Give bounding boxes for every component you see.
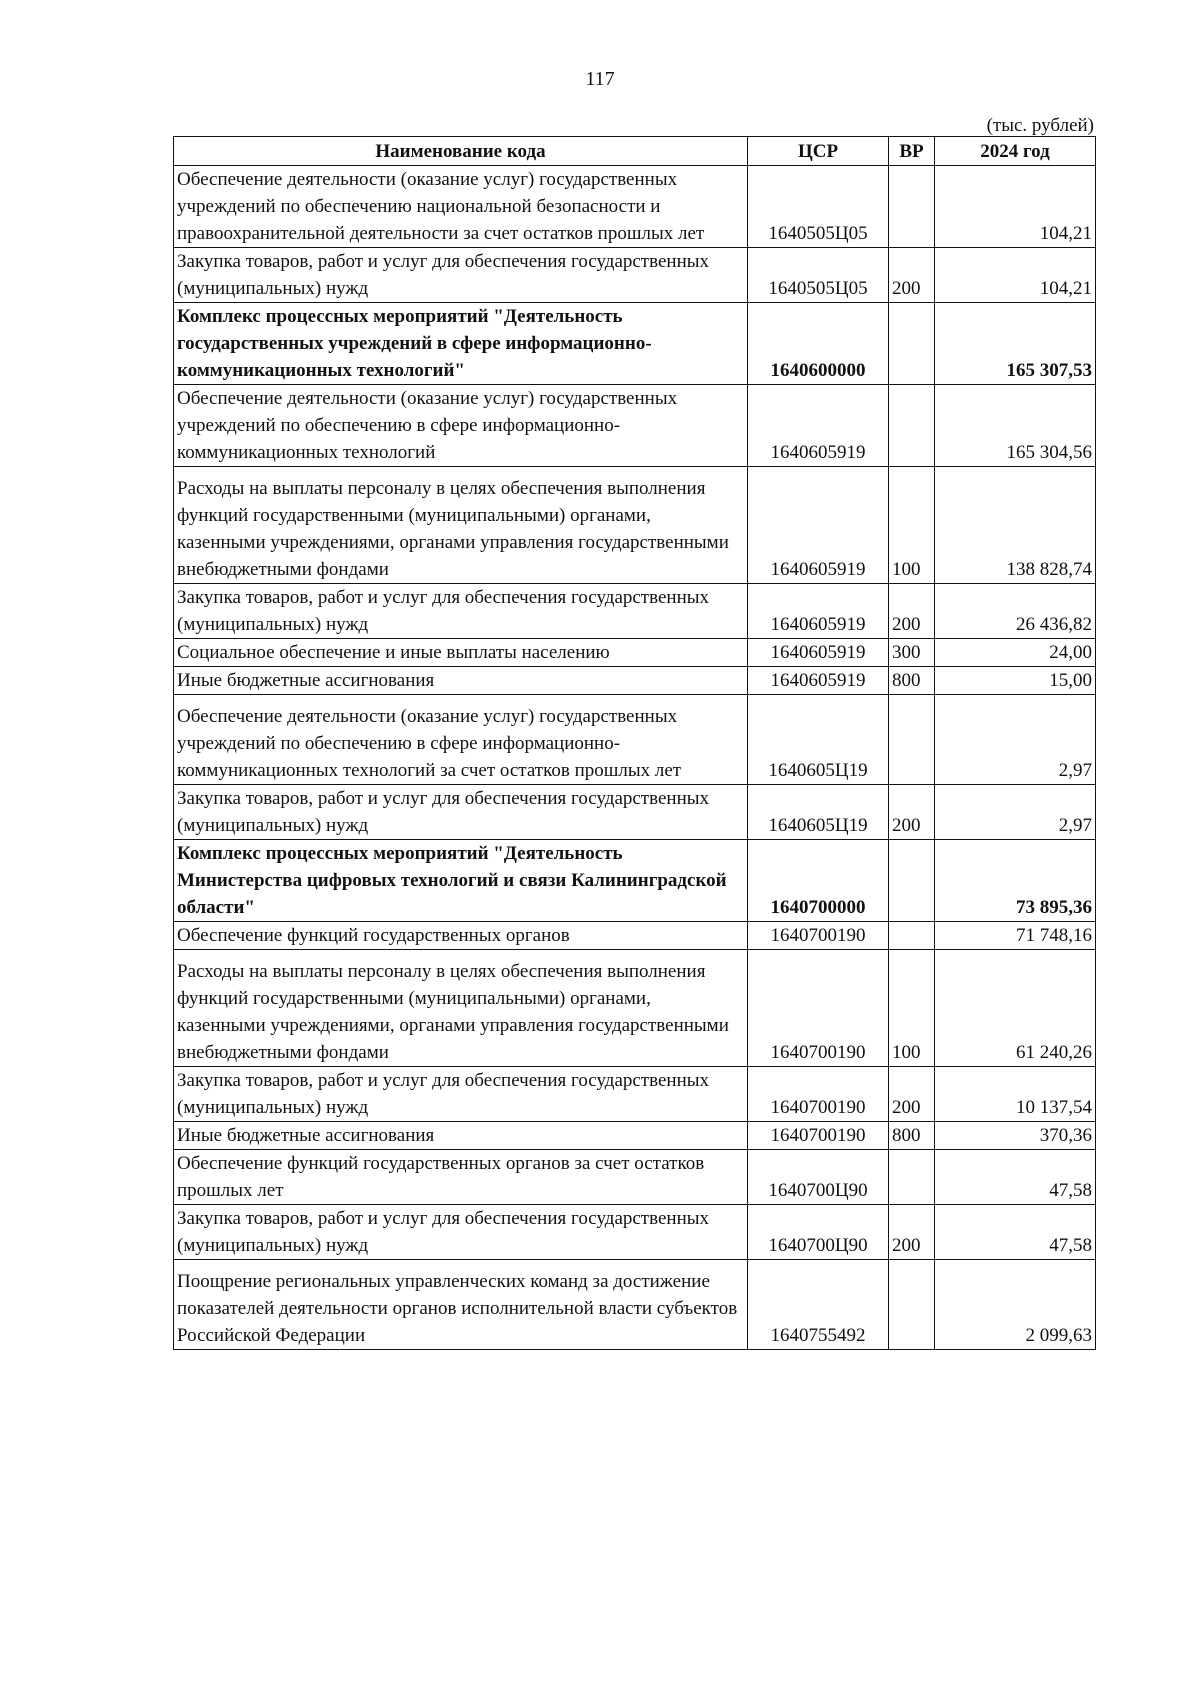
row-csr: 1640700Ц90 [748, 1205, 889, 1260]
row-name: Иные бюджетные ассигнования [174, 667, 748, 695]
row-vr [889, 922, 935, 950]
row-vr: 200 [889, 584, 935, 639]
row-csr: 1640755492 [748, 1260, 889, 1350]
row-vr [889, 166, 935, 248]
table-row [174, 922, 1096, 950]
row-csr: 1640605919 [748, 385, 889, 467]
table-row [174, 1150, 1096, 1205]
row-csr: 1640605919 [748, 584, 889, 639]
row-sum: 71 748,16 [935, 922, 1096, 950]
row-vr: 200 [889, 1067, 935, 1122]
table-header-row [174, 137, 1096, 166]
table-row [174, 1122, 1096, 1150]
row-vr [889, 695, 935, 785]
row-name: Иные бюджетные ассигнования [174, 1122, 748, 1150]
row-csr: 1640605Ц19 [748, 785, 889, 840]
row-csr: 1640700Ц90 [748, 1150, 889, 1205]
table-row-section [174, 840, 1096, 922]
row-sum: 165 304,56 [935, 385, 1096, 467]
row-vr [889, 385, 935, 467]
row-sum: 2 099,63 [935, 1260, 1096, 1350]
row-csr: 1640605Ц19 [748, 695, 889, 785]
table-row [174, 695, 1096, 785]
table-row [174, 667, 1096, 695]
header-name: Наименование кода [174, 137, 748, 166]
row-name: Обеспечение деятельности (оказание услуг) государственных учреждений по обеспечению в сфере информационно-коммуникационных технологий за счет остатков прошлых лет [174, 695, 748, 785]
row-vr: 800 [889, 667, 935, 695]
row-csr: 1640700190 [748, 1122, 889, 1150]
row-sum: 370,36 [935, 1122, 1096, 1150]
row-sum: 73 895,36 [935, 840, 1096, 922]
table-row-section [174, 303, 1096, 385]
header-vr: ВР [889, 137, 935, 166]
table-row [174, 385, 1096, 467]
row-vr: 300 [889, 639, 935, 667]
table-row [174, 785, 1096, 840]
row-sum: 2,97 [935, 695, 1096, 785]
row-csr: 1640700190 [748, 922, 889, 950]
row-csr: 1640505Ц05 [748, 166, 889, 248]
table-row [174, 1205, 1096, 1260]
row-name: Поощрение региональных управленческих команд за достижение показателей деятельности органов исполнительной власти субъектов Российской Федерации [174, 1260, 748, 1350]
header-csr: ЦСР [748, 137, 889, 166]
row-vr: 200 [889, 785, 935, 840]
row-vr [889, 1260, 935, 1350]
row-sum: 47,58 [935, 1150, 1096, 1205]
row-csr: 1640700190 [748, 1067, 889, 1122]
row-sum: 15,00 [935, 667, 1096, 695]
row-sum: 2,97 [935, 785, 1096, 840]
row-sum: 61 240,26 [935, 950, 1096, 1067]
row-name: Закупка товаров, работ и услуг для обеспечения государственных (муниципальных) нужд [174, 1205, 748, 1260]
row-name: Социальное обеспечение и иные выплаты населению [174, 639, 748, 667]
table-row [174, 950, 1096, 1067]
row-vr: 200 [889, 248, 935, 303]
unit-note: (тыс. рублей) [986, 115, 1094, 136]
row-vr: 200 [889, 1205, 935, 1260]
row-name: Закупка товаров, работ и услуг для обеспечения государственных (муниципальных) нужд [174, 584, 748, 639]
table-row [174, 1067, 1096, 1122]
row-csr: 1640600000 [748, 303, 889, 385]
row-csr: 1640605919 [748, 639, 889, 667]
table-row [174, 166, 1096, 248]
row-name: Обеспечение деятельности (оказание услуг) государственных учреждений по обеспечению в сфере информационно-коммуникационных технологий [174, 385, 748, 467]
table-row [174, 584, 1096, 639]
row-vr: 100 [889, 950, 935, 1067]
row-name: Закупка товаров, работ и услуг для обеспечения государственных (муниципальных) нужд [174, 1067, 748, 1122]
row-sum: 165 307,53 [935, 303, 1096, 385]
row-csr: 1640605919 [748, 667, 889, 695]
row-name: Расходы на выплаты персоналу в целях обеспечения выполнения функций государственными (муниципальными) органами, казенными учреждениями, органами управления государственными внебюджетными фондами [174, 467, 748, 584]
row-name: Расходы на выплаты персоналу в целях обеспечения выполнения функций государственными (муниципальными) органами, казенными учреждениями, органами управления государственными внебюджетными фондами [174, 950, 748, 1067]
row-sum: 47,58 [935, 1205, 1096, 1260]
row-vr [889, 303, 935, 385]
row-sum: 24,00 [935, 639, 1096, 667]
row-name: Комплекс процессных мероприятий "Деятельность государственных учреждений в сфере информационно-коммуникационных технологий" [174, 303, 748, 385]
table-row [174, 639, 1096, 667]
row-vr [889, 1150, 935, 1205]
row-sum: 26 436,82 [935, 584, 1096, 639]
budget-table [173, 136, 1096, 1350]
row-name: Закупка товаров, работ и услуг для обеспечения государственных (муниципальных) нужд [174, 785, 748, 840]
row-sum: 138 828,74 [935, 467, 1096, 584]
row-csr: 1640505Ц05 [748, 248, 889, 303]
row-csr: 1640700190 [748, 950, 889, 1067]
row-name: Обеспечение функций государственных органов за счет остатков прошлых лет [174, 1150, 748, 1205]
row-vr [889, 840, 935, 922]
row-csr: 1640700000 [748, 840, 889, 922]
row-name: Обеспечение функций государственных органов [174, 922, 748, 950]
page-number: 117 [585, 68, 615, 90]
row-vr: 100 [889, 467, 935, 584]
table-row [174, 1260, 1096, 1350]
table-row [174, 248, 1096, 303]
row-sum: 104,21 [935, 248, 1096, 303]
row-name: Комплекс процессных мероприятий "Деятельность Министерства цифровых технологий и связи Калининградской области" [174, 840, 748, 922]
row-name: Закупка товаров, работ и услуг для обеспечения государственных (муниципальных) нужд [174, 248, 748, 303]
row-sum: 104,21 [935, 166, 1096, 248]
header-sum: 2024 год [935, 137, 1096, 166]
row-sum: 10 137,54 [935, 1067, 1096, 1122]
row-vr: 800 [889, 1122, 935, 1150]
row-name: Обеспечение деятельности (оказание услуг) государственных учреждений по обеспечению национальной безопасности и правоохранительной деятельности за счет остатков прошлых лет [174, 166, 748, 248]
row-csr: 1640605919 [748, 467, 889, 584]
table-row [174, 467, 1096, 584]
